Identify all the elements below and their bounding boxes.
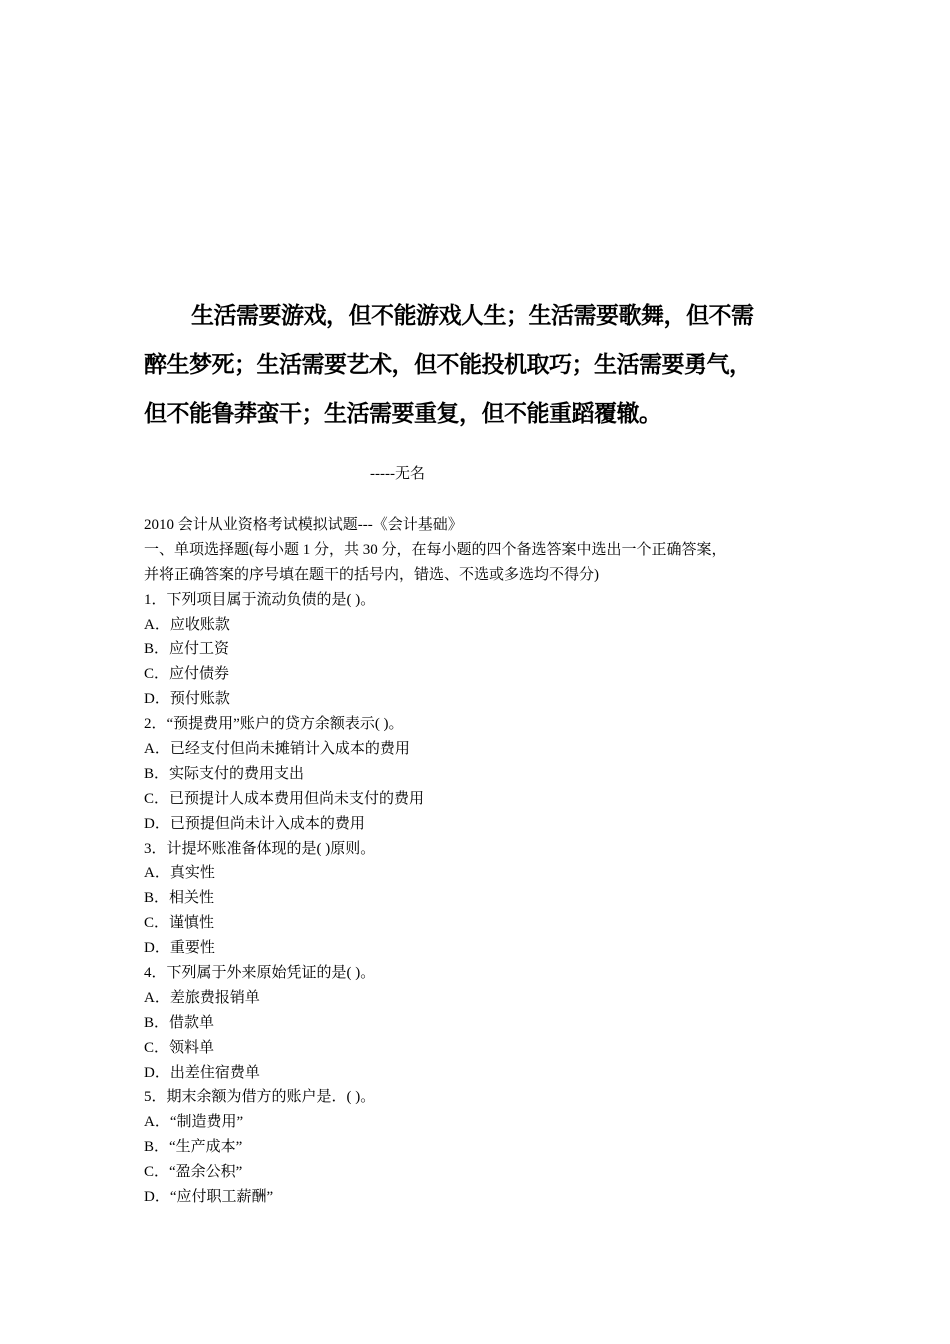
motto-line-1: 生活需要游戏，但不能游戏人生；生活需要歌舞，但不需 — [191, 303, 754, 329]
question-1-option-b: B．应付工资 — [144, 641, 230, 658]
question-4-stem: 4．下列属于外来原始凭证的是( )。 — [144, 965, 376, 982]
motto-quote — [144, 292, 804, 439]
question-3-stem: 3．计提坏账准备体现的是( )原则。 — [144, 840, 376, 857]
motto-author: -----无名 — [370, 466, 425, 482]
question-3-option-d: D．重要性 — [144, 940, 215, 957]
question-4-option-b: B．借款单 — [144, 1014, 215, 1031]
section-instructions-line-2: 并将正确答案的序号填在题干的括号内，错选、不选或多选均不得分) — [144, 566, 599, 583]
question-1-option-a: A．应收账款 — [144, 616, 230, 633]
question-5-option-b: B．“生产成本” — [144, 1139, 243, 1156]
question-1-option-c: C．应付债券 — [144, 666, 230, 683]
question-2-option-c: C．已预提计人成本费用但尚未支付的费用 — [144, 790, 425, 807]
question-3-option-b: B．相关性 — [144, 890, 215, 907]
question-4-option-d: D．出差住宿费单 — [144, 1064, 260, 1081]
motto-line-2: 醉生梦死；生活需要艺术，但不能投机取巧；生活需要勇气， — [144, 352, 752, 378]
question-5-stem: 5．期末余额为借方的账户是．( )。 — [144, 1089, 376, 1106]
question-4-option-a: A．差旅费报销单 — [144, 989, 260, 1006]
question-1-stem: 1．下列项目属于流动负债的是( )。 — [144, 591, 376, 608]
question-3-option-c: C．谨慎性 — [144, 915, 215, 932]
question-4-option-c: C．领料单 — [144, 1039, 215, 1056]
motto-line-3: 但不能鲁莽蛮干；生活需要重复，但不能重蹈覆辙。 — [144, 401, 662, 427]
exam-title: 2010 会计从业资格考试模拟试题---《会计基础》 — [144, 517, 463, 533]
question-5-option-d: D．“应付职工薪酬” — [144, 1189, 274, 1206]
question-2-option-d: D．已预提但尚未计入成本的费用 — [144, 815, 365, 832]
question-2-option-b: B．实际支付的费用支出 — [144, 765, 305, 782]
question-3-option-a: A．真实性 — [144, 865, 215, 882]
question-5-option-a: A．“制造费用” — [144, 1114, 244, 1131]
section-instructions-line-1: 一、单项选择题(每小题 1 分，共 30 分，在每小题的四个备选答案中选出一个正确答案， — [144, 541, 727, 558]
exam-content — [144, 513, 824, 1210]
question-1-option-d: D．预付账款 — [144, 691, 230, 708]
question-2-option-a: A．已经支付但尚未摊销计入成本的费用 — [144, 741, 410, 758]
question-5-option-c: C．“盈余公积” — [144, 1164, 243, 1181]
question-2-stem: 2．“预提费用”账户的贷方余额表示( )。 — [144, 716, 404, 733]
